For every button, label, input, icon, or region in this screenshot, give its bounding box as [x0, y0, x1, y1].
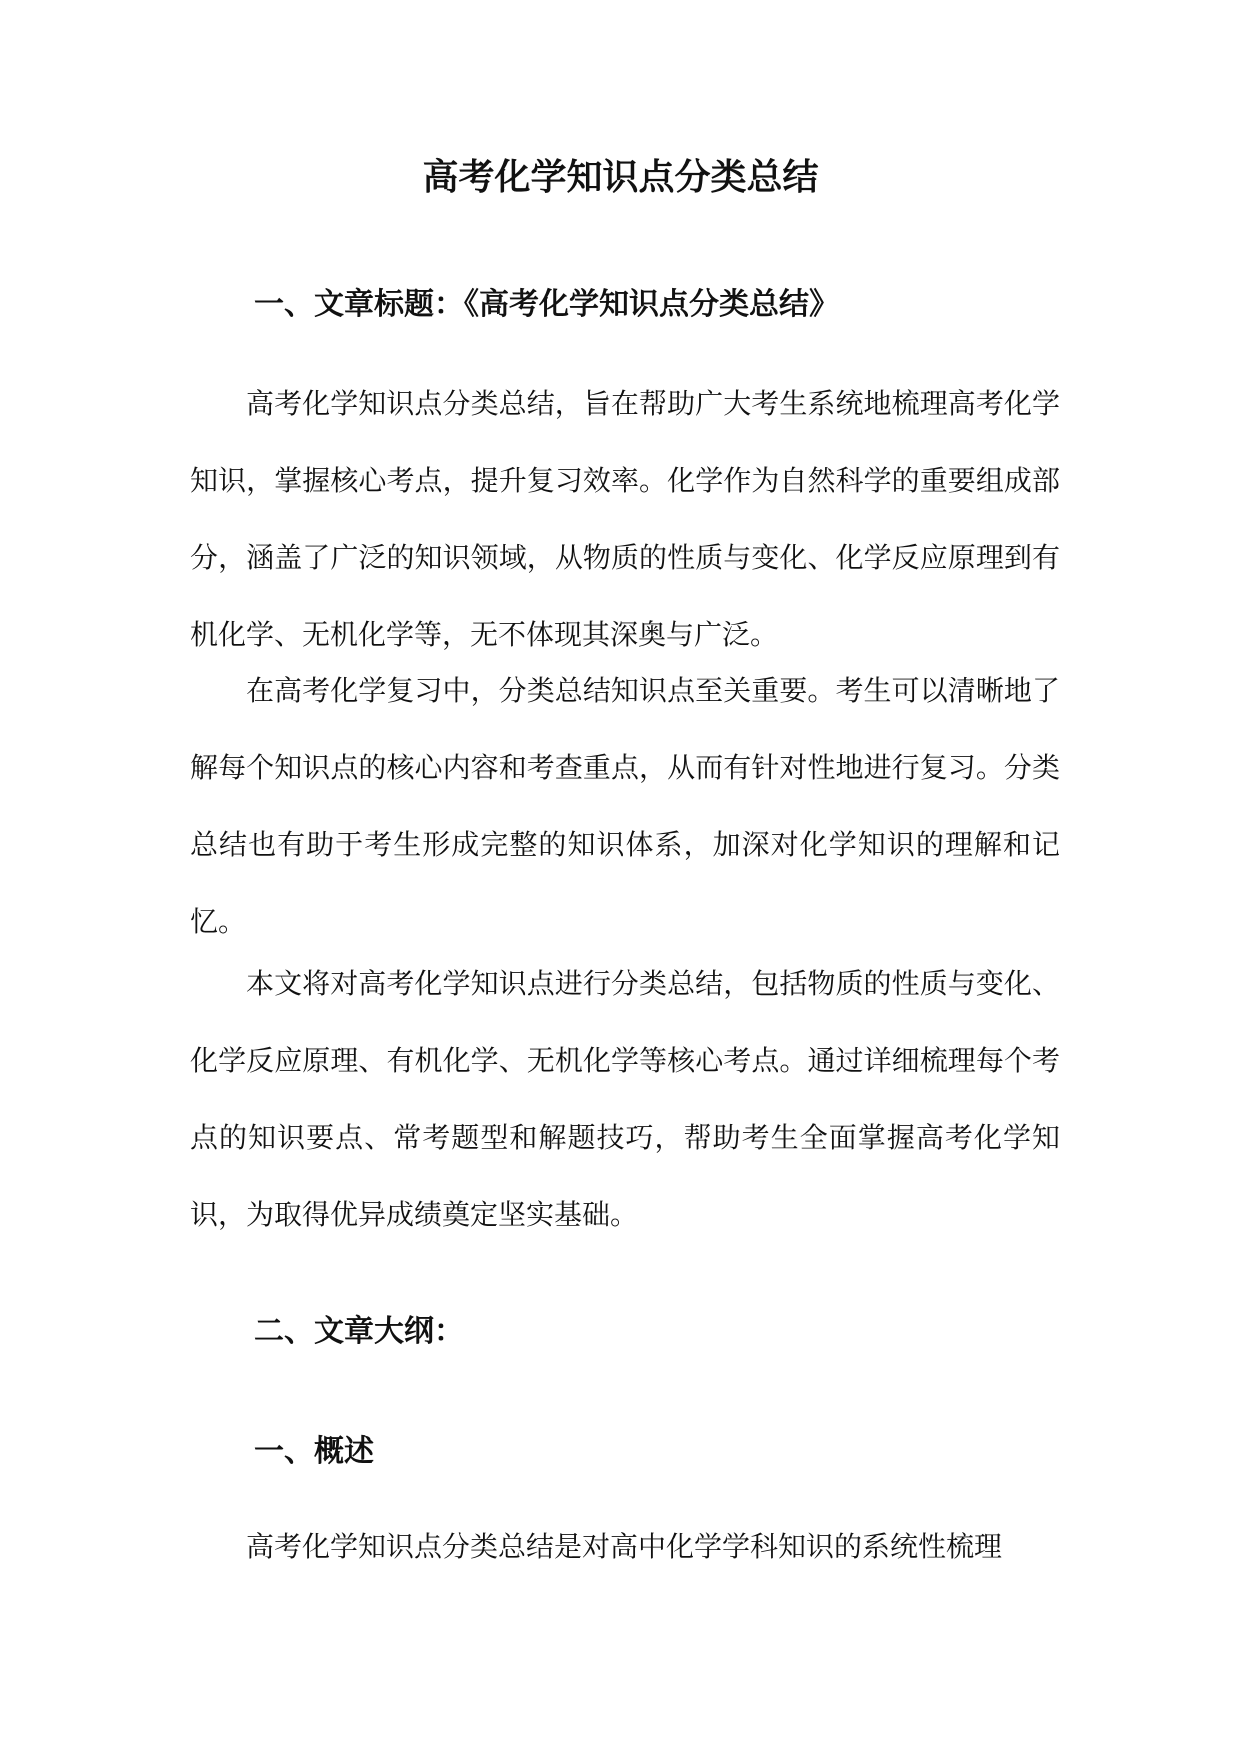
body-paragraph: 在高考化学复习中，分类总结知识点至关重要。考生可以清晰地了解每个知识点的核心内容和考查重点，从而有针对性地进行复习。分类总结也有助于考生形成完整的知识体系，加深对化学知识的理解和记忆。: [190, 674, 1060, 938]
document-title: 高考化学知识点分类总结: [422, 156, 819, 198]
section-heading-outline: 二、文章大纲：: [254, 1314, 464, 1349]
body-paragraph: 高考化学知识点分类总结，旨在帮助广大考生系统地梳理高考化学知识，掌握核心考点，提升复习效率。化学作为自然科学的重要组成部分，涵盖了广泛的知识领域，从物质的性质与变化、化学反应原理到有机化学、无机化学等，无不体现其深奥与广泛。: [190, 387, 1060, 651]
section-heading-overview: 一、概述: [254, 1434, 374, 1469]
body-paragraph-overview: 高考化学知识点分类总结是对高中化学学科知识的系统性梳理: [246, 1530, 1003, 1563]
section-heading-article-title: 一、文章标题：《高考化学知识点分类总结》: [254, 287, 839, 322]
body-paragraph: 本文将对高考化学知识点进行分类总结，包括物质的性质与变化、化学反应原理、有机化学、无机化学等核心考点。通过详细梳理每个考点的知识要点、常考题型和解题技巧，帮助考生全面掌握高考化学知识，为取得优异成绩奠定坚实基础。: [190, 967, 1060, 1231]
